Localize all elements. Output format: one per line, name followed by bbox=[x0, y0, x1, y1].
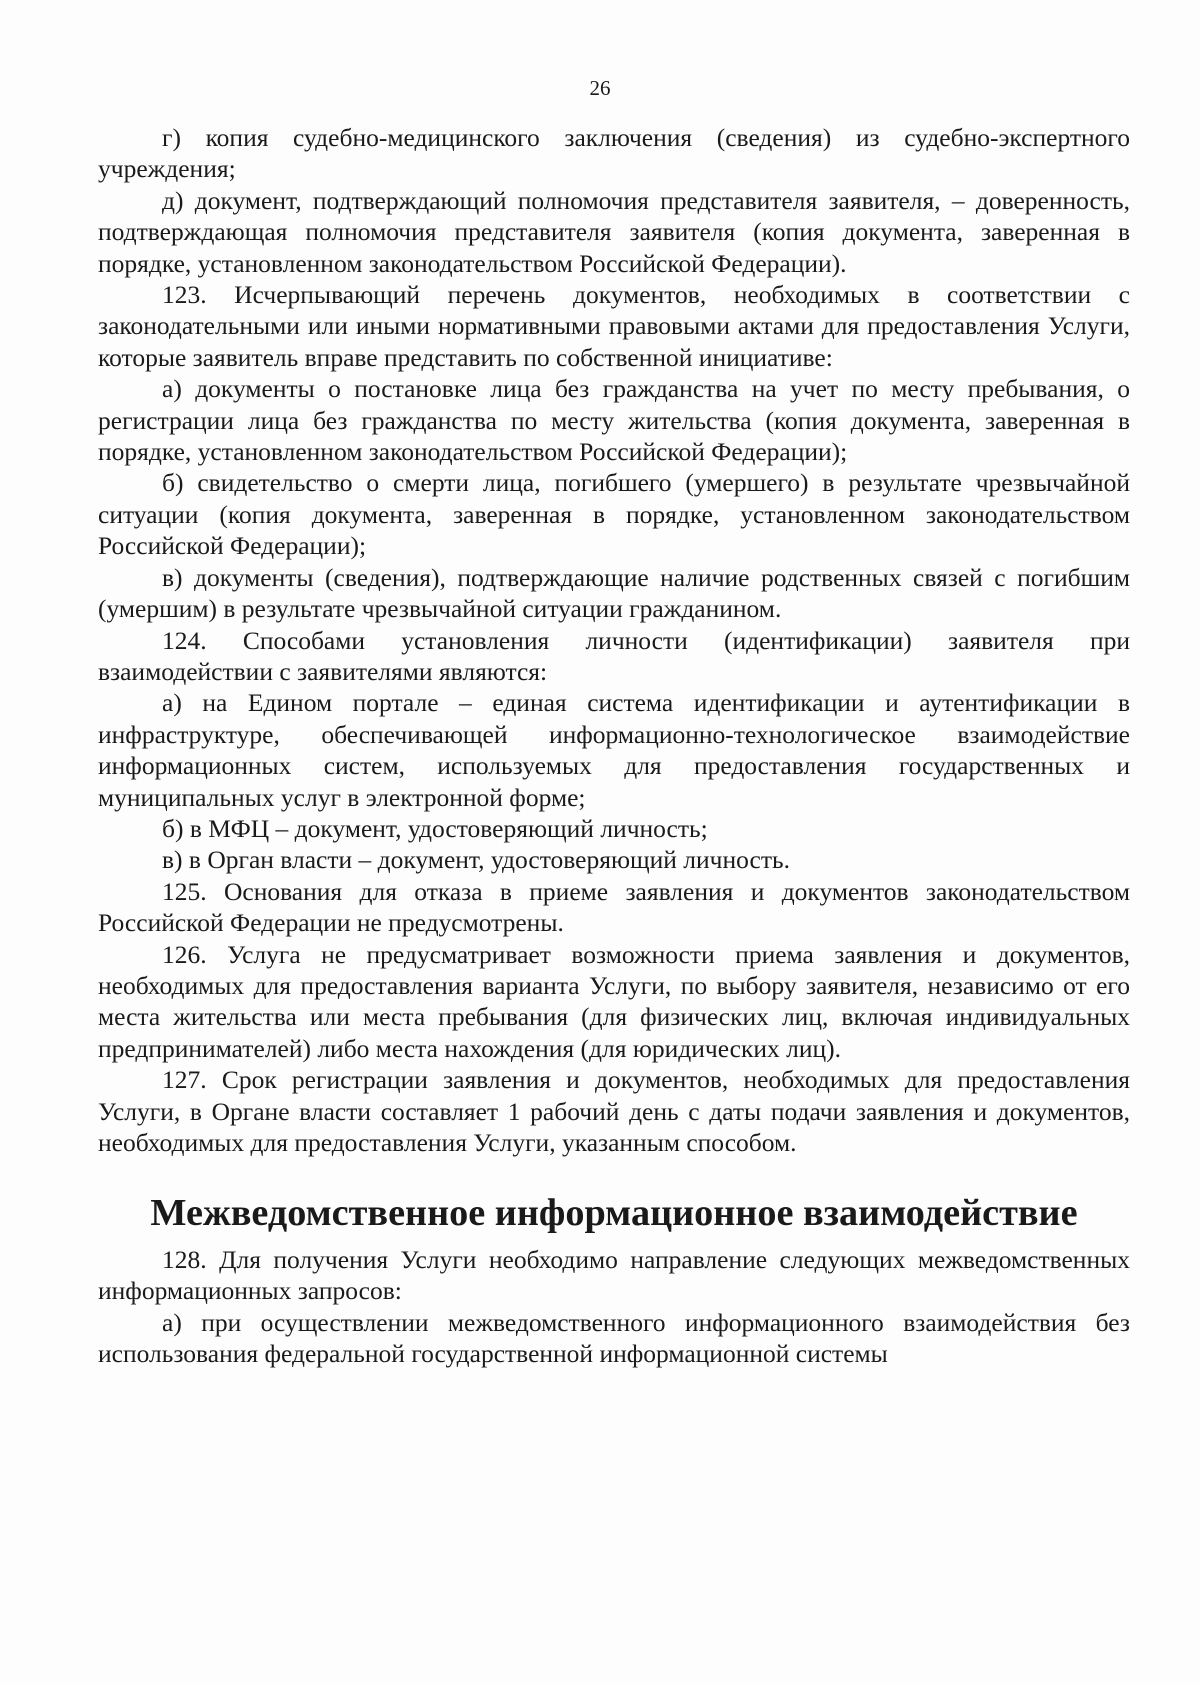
paragraph-124-v: в) в Орган власти – документ, удостоверяющий личность. bbox=[162, 845, 790, 875]
paragraph-128: 128. Для получения Услуги необходимо направление следующих межведомственных информационных запросов: bbox=[98, 1244, 1130, 1306]
paragraph-123-b: б) свидетельство о смерти лица, погибшего (умершего) в результате чрезвычайной ситуации (копия документа, заверенная в порядке, установленном законодательством Российской Федерации); bbox=[98, 468, 1130, 561]
paragraph-125: 125. Основания для отказа в приеме заявления и документов законодательством Российской Федерации не предусмотрены. bbox=[98, 876, 1130, 938]
paragraph-124: 124. Способами установления личности (идентификации) заявителя при взаимодействии с заявителями являются: bbox=[98, 625, 1130, 686]
paragraph-123-a: а) документы о постановке лица без гражданства на учет по месту пребывания, о регистрации лица без гражданства по месту жительства (копия документа, заверенная в порядке, установленном законодательством Российской Федерации); bbox=[98, 374, 1130, 467]
paragraph-123-v: в) документы (сведения), подтверждающие наличие родственных связей с погибшим (умершим) в результате чрезвычайной ситуации гражданином. bbox=[98, 562, 1130, 624]
page-number: 26 bbox=[589, 76, 611, 100]
paragraph-127: 127. Срок регистрации заявления и документов, необходимых для предоставления Услуги, в Органе власти составляет 1 рабочий день с даты подачи заявления и документов, необходимых для предоставления Услуги, указанным способом. bbox=[98, 1065, 1130, 1157]
paragraph-124-b: б) в МФЦ – документ, удостоверяющий личность; bbox=[162, 813, 708, 843]
paragraph-128-a: а) при осуществлении межведомственного информационного взаимодействия без использования федеральной государственной информационной системы bbox=[98, 1307, 1130, 1369]
paragraph-126: 126. Услуга не предусматривает возможности приема заявления и документов, необходимых для предоставления варианта Услуги, по выбору заявителя, независимо от его места жительства или места пребывания (для физических лиц, включая индивидуальных предпринимателей) либо места нахождения (для юридических лиц). bbox=[98, 939, 1130, 1063]
document-body bbox=[98, 122, 1130, 1369]
section-heading: Межведомственное информационное взаимодействие bbox=[150, 1192, 1078, 1235]
paragraph-124-a: а) на Едином портале – единая система идентификации и аутентификации в инфраструктуре, обеспечивающей информационно-технологическое взаимодействие информационных систем, используемых для предоставления государственных и муниципальных услуг в электронной форме; bbox=[98, 688, 1130, 812]
paragraph-123: 123. Исчерпывающий перечень документов, необходимых в соответствии с законодательными или иными нормативными правовыми актами для предоставления Услуги, которые заявитель вправе представить по собственной инициативе: bbox=[98, 280, 1130, 372]
paragraph-item-d: д) документ, подтверждающий полномочия представителя заявителя, – доверенность, подтверждающая полномочия представителя заявителя (копия документа, заверенная в порядке, установленном законодательством Российской Федерации). bbox=[98, 185, 1130, 278]
paragraph-item-g: г) копия судебно-медицинского заключения (сведения) из судебно-экспертного учреждения; bbox=[98, 123, 1130, 184]
